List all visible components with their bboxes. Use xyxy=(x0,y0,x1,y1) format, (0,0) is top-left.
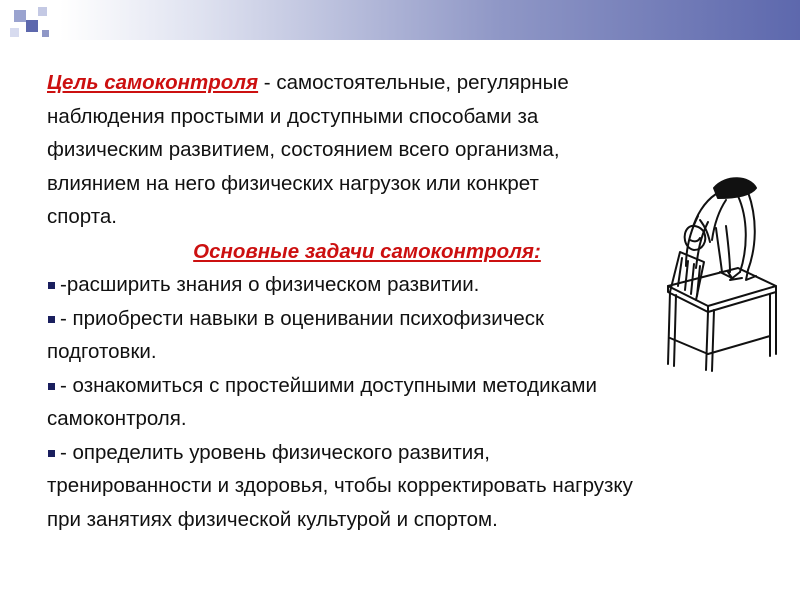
goal-text-1: - самостоятельные, регулярные xyxy=(258,71,569,94)
header-gradient-band xyxy=(0,0,800,40)
bullet-square-icon xyxy=(48,450,55,457)
bullet-square-icon xyxy=(48,383,55,390)
bullet-square-icon xyxy=(48,316,55,323)
goal-line-3: физическим развитием, состоянием всего организма, xyxy=(47,138,560,161)
task-3-line-2: самоконтроля. xyxy=(47,407,187,430)
goal-label: Цель самоконтроля xyxy=(47,71,259,94)
task-4-line-1 xyxy=(47,436,787,470)
task-4-text: - определить уровень физического развития, xyxy=(60,440,490,464)
bullet-square-icon xyxy=(48,282,55,289)
task-2-line-2: подготовки. xyxy=(47,340,157,363)
decorative-square-2 xyxy=(26,20,38,32)
goal-line-2: наблюдения простыми и доступными способами за xyxy=(47,104,539,128)
decorative-square-4 xyxy=(10,28,19,37)
person-bending-over-chair-icon xyxy=(630,168,780,378)
task-4-line-3: при занятиях физической культурой и спортом. xyxy=(47,507,498,531)
decorative-square-1 xyxy=(14,10,26,22)
goal-line-5: спорта. xyxy=(47,205,117,228)
task-2-text: - приобрести навыки в оценивании психофизическ xyxy=(60,306,545,330)
tasks-heading: Основные задачи самоконтроля: xyxy=(193,239,541,263)
task-1-text: -расширить знания о физическом развитии. xyxy=(60,273,480,296)
goal-line-4: влиянием на него физических нагрузок или конкрет xyxy=(47,171,539,195)
goal-line-1 xyxy=(47,66,787,100)
task-4-line-2: тренированности и здоровья, чтобы корректировать нагрузку xyxy=(47,474,633,497)
decorative-square-3 xyxy=(38,7,47,16)
decorative-square-5 xyxy=(42,30,49,37)
task-3-text: - ознакомиться с простейшими доступными методиками xyxy=(60,373,597,397)
